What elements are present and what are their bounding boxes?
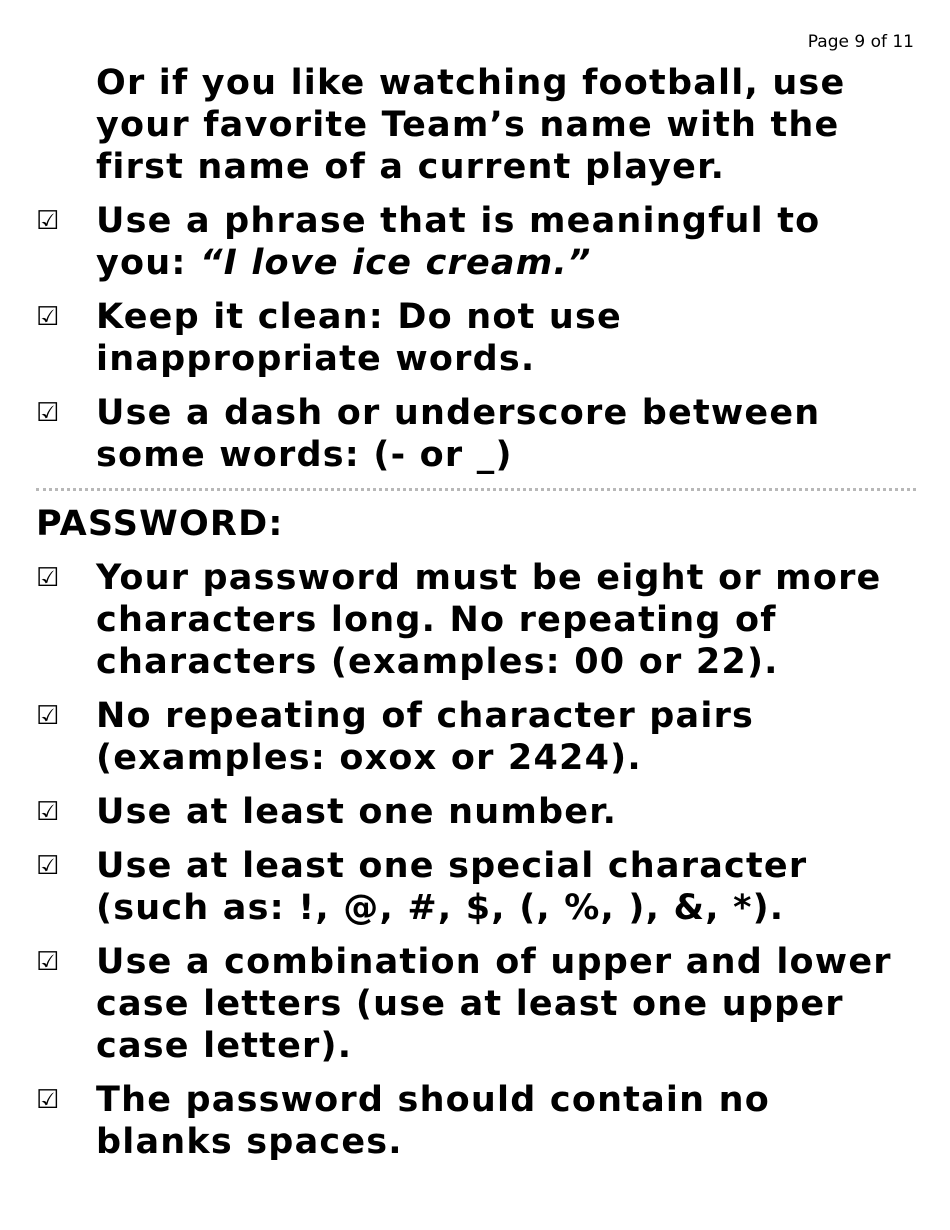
checklist-item bbox=[36, 845, 916, 929]
checklist-item bbox=[36, 392, 916, 476]
section-divider bbox=[36, 488, 916, 491]
checkbox-icon: ☑ bbox=[36, 302, 60, 332]
item-quote: “I love ice cream.” bbox=[199, 243, 592, 283]
checkbox-icon: ☑ bbox=[36, 398, 60, 428]
checklist-item bbox=[36, 296, 916, 380]
page-number: Page 9 of 11 bbox=[807, 32, 914, 52]
checklist-item bbox=[36, 557, 916, 683]
checkbox-icon: ☑ bbox=[36, 701, 60, 731]
password-heading: PASSWORD: bbox=[36, 504, 284, 544]
checkbox-icon: ☑ bbox=[36, 1085, 60, 1115]
checklist-item-text: Use a combination of upper and lower case letters (use at least one upper case letter). bbox=[96, 942, 892, 1066]
checkbox-icon: ☑ bbox=[36, 563, 60, 593]
checklist-item-text: Keep it clean: Do not use inappropriate words. bbox=[96, 297, 622, 379]
checklist-item-text: Use at least one special character (such as: !, @, #, $, (, %, ), &, *). bbox=[96, 846, 808, 928]
username-tip-continuation: Or if you like watching football, use your favorite Team’s name with the first name of a current player. bbox=[96, 63, 846, 187]
document-body bbox=[36, 62, 916, 1175]
checklist-item bbox=[36, 941, 916, 1067]
checklist-item bbox=[36, 1079, 916, 1163]
checklist-item-text: Use at least one number. bbox=[96, 792, 618, 832]
checkbox-icon: ☑ bbox=[36, 947, 60, 977]
checklist-item-text bbox=[96, 200, 916, 284]
item-text: Use a phrase that is meaningful to you: bbox=[96, 201, 821, 283]
checklist-item-text: No repeating of character pairs (examples: oxox or 2424). bbox=[96, 696, 755, 778]
checklist-item bbox=[36, 791, 916, 833]
checklist-item bbox=[36, 695, 916, 779]
checklist-item-text: Your password must be eight or more characters long. No repeating of characters (examples: 00 or 22). bbox=[96, 558, 882, 682]
checklist-item-text: The password should contain no blanks spaces. bbox=[96, 1080, 770, 1162]
checkbox-icon: ☑ bbox=[36, 797, 60, 827]
checkbox-icon: ☑ bbox=[36, 206, 60, 236]
checklist-item bbox=[36, 200, 916, 284]
checklist-item-text: Use a dash or underscore between some words: (- or _) bbox=[96, 393, 821, 475]
checkbox-icon: ☑ bbox=[36, 851, 60, 881]
